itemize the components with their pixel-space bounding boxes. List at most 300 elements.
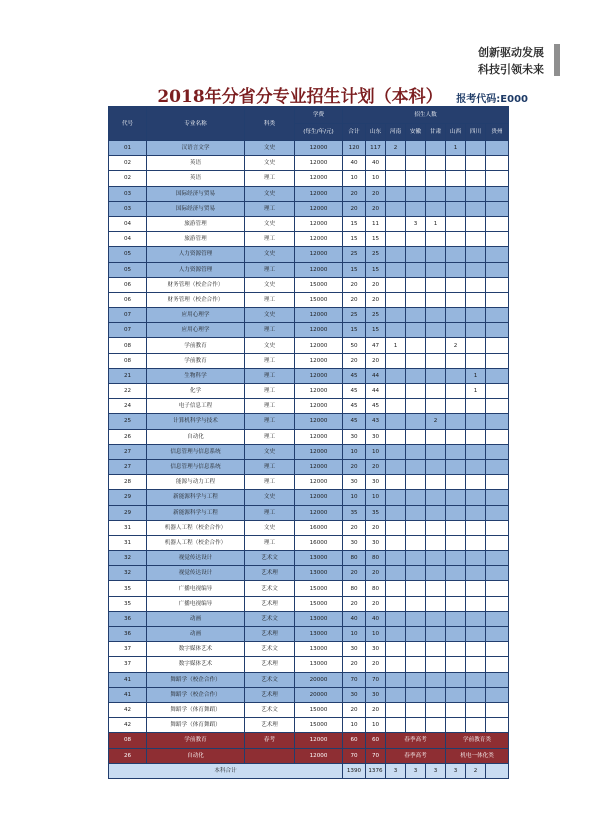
cell-count <box>466 308 486 323</box>
cell-count <box>486 247 509 262</box>
cell-count <box>406 672 426 687</box>
cell-major: 应用心理学 <box>147 323 245 338</box>
cell-count: 25 <box>343 308 366 323</box>
cell-count: 15 <box>343 232 366 247</box>
cell-count <box>426 384 446 399</box>
cell-count <box>426 247 446 262</box>
cell-count <box>426 657 446 672</box>
cell-count <box>406 718 426 733</box>
cell-major: 舞蹈学（校企合作） <box>147 687 245 702</box>
cell-count <box>446 414 466 429</box>
table-row <box>109 399 509 414</box>
cell-code: 31 <box>109 520 147 535</box>
header-category: 科类 <box>245 107 295 141</box>
cell-count <box>486 520 509 535</box>
cell-count: 20 <box>366 353 386 368</box>
cell-fee: 16000 <box>295 520 343 535</box>
cell-count <box>406 490 426 505</box>
cell-count <box>426 156 446 171</box>
cell-count: 2 <box>446 338 466 353</box>
cell-count <box>466 490 486 505</box>
table-row <box>109 216 509 231</box>
cell-count: 20 <box>366 201 386 216</box>
cell-count <box>486 611 509 626</box>
cell-count <box>446 642 466 657</box>
slogan-accent-bar <box>554 44 560 76</box>
cell-count: 20 <box>366 520 386 535</box>
cell-count <box>426 277 446 292</box>
cell-count <box>486 308 509 323</box>
cell-major: 国际经济与贸易 <box>147 186 245 201</box>
cell-count: 40 <box>343 611 366 626</box>
cell-count <box>406 232 426 247</box>
cell-count <box>486 368 509 383</box>
cell-count <box>386 596 406 611</box>
cell-count: 45 <box>366 399 386 414</box>
cell-fee: 12000 <box>295 748 343 763</box>
cell-count: 15 <box>366 262 386 277</box>
cell-count: 1 <box>386 338 406 353</box>
cell-category: 理工 <box>245 535 295 550</box>
cell-count <box>406 277 426 292</box>
cell-count <box>406 338 426 353</box>
totals-label: 本科合计 <box>109 763 343 778</box>
cell-count <box>446 429 466 444</box>
cell-code: 32 <box>109 551 147 566</box>
cell-count <box>466 429 486 444</box>
cell-count <box>466 141 486 156</box>
cell-count <box>486 718 509 733</box>
cell-count <box>486 551 509 566</box>
cell-count <box>426 186 446 201</box>
table-row <box>109 414 509 429</box>
cell-count <box>406 687 426 702</box>
cell-count: 20 <box>366 277 386 292</box>
cell-code: 31 <box>109 535 147 550</box>
cell-count <box>466 292 486 307</box>
cell-fee: 15000 <box>295 596 343 611</box>
cell-count: 50 <box>343 338 366 353</box>
cell-count <box>426 581 446 596</box>
cell-count: 45 <box>343 384 366 399</box>
cell-count <box>446 475 466 490</box>
cell-code: 05 <box>109 262 147 277</box>
cell-major: 财务管理（校企合作） <box>147 292 245 307</box>
cell-count: 20 <box>343 186 366 201</box>
cell-count <box>386 505 406 520</box>
cell-count <box>386 384 406 399</box>
cell-major: 舞蹈学（校企合作） <box>147 672 245 687</box>
cell-fee: 12000 <box>295 141 343 156</box>
cell-count <box>466 611 486 626</box>
table-row <box>109 505 509 520</box>
cell-fee: 13000 <box>295 642 343 657</box>
cell-count <box>466 551 486 566</box>
cell-category: 文史 <box>245 338 295 353</box>
cell-count <box>386 566 406 581</box>
cell-count <box>386 232 406 247</box>
cell-count <box>426 475 446 490</box>
cell-count: 40 <box>366 611 386 626</box>
cell-major: 应用心理学 <box>147 308 245 323</box>
cell-count <box>486 277 509 292</box>
cell-count: 45 <box>343 368 366 383</box>
cell-count <box>406 596 426 611</box>
application-code: 报考代码:E000 <box>456 94 528 105</box>
cell-count: 20 <box>343 596 366 611</box>
cell-count <box>446 687 466 702</box>
cell-count: 10 <box>343 490 366 505</box>
cell-count <box>446 718 466 733</box>
cell-count <box>446 201 466 216</box>
cell-count <box>446 323 466 338</box>
cell-fee: 12000 <box>295 156 343 171</box>
cell-count: 70 <box>366 672 386 687</box>
table-row <box>109 520 509 535</box>
cell-count: 30 <box>366 475 386 490</box>
cell-count <box>426 368 446 383</box>
cell-count <box>426 171 446 186</box>
cell-fee: 12000 <box>295 247 343 262</box>
cell-count: 10 <box>366 171 386 186</box>
cell-fee: 12000 <box>295 323 343 338</box>
cell-count <box>486 429 509 444</box>
cell-count <box>386 611 406 626</box>
cell-fee: 15000 <box>295 718 343 733</box>
cell-count: 44 <box>366 368 386 383</box>
table-row <box>109 308 509 323</box>
cell-count <box>466 414 486 429</box>
cell-count <box>446 566 466 581</box>
cell-count <box>406 535 426 550</box>
cell-total: 60 <box>343 733 366 748</box>
cell-major: 广播电视编导 <box>147 581 245 596</box>
cell-count: 20 <box>343 201 366 216</box>
cell-category: 文史 <box>245 490 295 505</box>
cell-count <box>406 414 426 429</box>
cell-count <box>386 581 406 596</box>
cell-count <box>406 657 426 672</box>
cell-count <box>466 596 486 611</box>
cell-count: 20 <box>343 353 366 368</box>
slogan <box>478 44 544 78</box>
cell-count: 45 <box>343 414 366 429</box>
cell-fee: 12000 <box>295 353 343 368</box>
cell-fee: 15000 <box>295 702 343 717</box>
cell-category: 理工 <box>245 201 295 216</box>
cell-count <box>426 323 446 338</box>
cell-count <box>386 551 406 566</box>
cell-count <box>426 141 446 156</box>
totals-row <box>109 763 509 778</box>
cell-fee: 12000 <box>295 490 343 505</box>
cell-count <box>466 247 486 262</box>
table-row <box>109 141 509 156</box>
table-row <box>109 733 509 748</box>
cell-count <box>466 566 486 581</box>
cell-code: 26 <box>109 429 147 444</box>
cell-count <box>446 368 466 383</box>
cell-major: 自动化 <box>147 429 245 444</box>
cell-count <box>446 581 466 596</box>
cell-count <box>486 216 509 231</box>
cell-code: 08 <box>109 733 147 748</box>
cell-count <box>466 459 486 474</box>
table-row <box>109 642 509 657</box>
cell-count <box>406 429 426 444</box>
cell-category: 文史 <box>245 277 295 292</box>
table-row <box>109 368 509 383</box>
cell-code: 06 <box>109 292 147 307</box>
cell-count <box>466 657 486 672</box>
cell-code: 22 <box>109 384 147 399</box>
cell-count <box>386 171 406 186</box>
cell-major: 人力资源管理 <box>147 262 245 277</box>
cell-category: 文史 <box>245 141 295 156</box>
cell-count <box>486 535 509 550</box>
cell-category: 文史 <box>245 186 295 201</box>
cell-category: 艺术文 <box>245 642 295 657</box>
cell-count: 3 <box>406 216 426 231</box>
cell-major: 机器人工程（校企合作） <box>147 520 245 535</box>
cell-note: 机电一体化类 <box>446 748 509 763</box>
cell-major: 视觉传达设计 <box>147 551 245 566</box>
cell-count <box>426 262 446 277</box>
cell-count: 20 <box>366 292 386 307</box>
cell-count <box>386 475 406 490</box>
cell-category: 文史 <box>245 216 295 231</box>
cell-count <box>406 520 426 535</box>
cell-count <box>406 201 426 216</box>
cell-count: 40 <box>343 156 366 171</box>
cell-count <box>386 672 406 687</box>
cell-count: 10 <box>366 444 386 459</box>
cell-count <box>406 353 426 368</box>
cell-fee: 12000 <box>295 414 343 429</box>
cell-count <box>426 520 446 535</box>
cell-count <box>446 459 466 474</box>
cell-count <box>486 657 509 672</box>
table-row <box>109 277 509 292</box>
cell-count: 20 <box>366 186 386 201</box>
cell-category: 艺术文 <box>245 551 295 566</box>
cell-count: 15 <box>343 216 366 231</box>
cell-fee: 12000 <box>295 429 343 444</box>
cell-count <box>386 353 406 368</box>
cell-code: 37 <box>109 642 147 657</box>
cell-category: 理工 <box>245 292 295 307</box>
cell-count <box>446 520 466 535</box>
cell-count <box>446 611 466 626</box>
cell-major: 电子信息工程 <box>147 399 245 414</box>
cell-category: 艺术理 <box>245 596 295 611</box>
table-row <box>109 353 509 368</box>
cell-count <box>446 292 466 307</box>
cell-count: 20 <box>366 657 386 672</box>
cell-major: 计算机科学与技术 <box>147 414 245 429</box>
cell-count: 10 <box>343 627 366 642</box>
cell-count <box>486 292 509 307</box>
cell-count <box>486 232 509 247</box>
cell-code: 05 <box>109 247 147 262</box>
table-row <box>109 702 509 717</box>
table-row <box>109 232 509 247</box>
cell-count <box>406 702 426 717</box>
cell-count: 80 <box>366 551 386 566</box>
cell-code: 03 <box>109 186 147 201</box>
cell-count <box>426 566 446 581</box>
table-row <box>109 338 509 353</box>
cell-count <box>466 627 486 642</box>
cell-category: 艺术理 <box>245 627 295 642</box>
cell-count: 1 <box>466 368 486 383</box>
cell-count: 30 <box>366 687 386 702</box>
cell-count <box>486 505 509 520</box>
cell-major: 旅游管理 <box>147 232 245 247</box>
cell-major: 学前教育 <box>147 338 245 353</box>
cell-count <box>466 505 486 520</box>
cell-count <box>426 718 446 733</box>
cell-count <box>466 156 486 171</box>
table-body <box>109 141 509 733</box>
cell-fee: 12000 <box>295 186 343 201</box>
cell-count <box>446 672 466 687</box>
cell-count <box>486 141 509 156</box>
cell-count: 30 <box>343 642 366 657</box>
cell-count: 15 <box>366 323 386 338</box>
cell-code: 01 <box>109 141 147 156</box>
cell-fee: 12000 <box>295 399 343 414</box>
cell-count <box>446 657 466 672</box>
cell-count: 117 <box>366 141 386 156</box>
cell-count <box>386 627 406 642</box>
cell-category: 理工 <box>245 262 295 277</box>
cell-fee: 15000 <box>295 292 343 307</box>
cell-major: 数字媒体艺术 <box>147 657 245 672</box>
cell-count <box>426 551 446 566</box>
cell-fee: 16000 <box>295 535 343 550</box>
table-row <box>109 566 509 581</box>
cell-count <box>406 186 426 201</box>
special-rows <box>109 733 509 779</box>
table-row <box>109 657 509 672</box>
cell-count <box>386 216 406 231</box>
cell-count: 2 <box>386 141 406 156</box>
cell-code: 26 <box>109 748 147 763</box>
header-province: 山东 <box>366 124 386 141</box>
cell-count <box>466 216 486 231</box>
cell-count: 20 <box>366 596 386 611</box>
cell-count <box>386 687 406 702</box>
cell-category <box>245 748 295 763</box>
cell-count <box>406 551 426 566</box>
cell-count <box>426 338 446 353</box>
cell-code: 06 <box>109 277 147 292</box>
cell-code: 32 <box>109 566 147 581</box>
cell-count: 10 <box>366 627 386 642</box>
header-province: 甘肃 <box>426 124 446 141</box>
cell-shandong: 60 <box>366 733 386 748</box>
cell-major: 动画 <box>147 611 245 626</box>
cell-count <box>466 232 486 247</box>
cell-count <box>486 414 509 429</box>
cell-count <box>446 156 466 171</box>
cell-count <box>386 444 406 459</box>
cell-code: 21 <box>109 368 147 383</box>
cell-count <box>446 627 466 642</box>
cell-count: 44 <box>366 384 386 399</box>
cell-count <box>426 459 446 474</box>
cell-count: 10 <box>366 718 386 733</box>
cell-count <box>426 353 446 368</box>
cell-count: 20 <box>343 277 366 292</box>
cell-fee: 13000 <box>295 627 343 642</box>
cell-count <box>426 490 446 505</box>
cell-major: 信息管理与信息系统 <box>147 444 245 459</box>
cell-code: 27 <box>109 459 147 474</box>
cell-category: 文史 <box>245 520 295 535</box>
cell-count <box>486 490 509 505</box>
cell-major: 视觉传达设计 <box>147 566 245 581</box>
cell-category: 艺术文 <box>245 581 295 596</box>
cell-count: 15 <box>343 262 366 277</box>
cell-count: 30 <box>343 475 366 490</box>
table-row <box>109 611 509 626</box>
cell-count: 10 <box>343 718 366 733</box>
cell-fee: 15000 <box>295 581 343 596</box>
cell-code: 04 <box>109 216 147 231</box>
cell-fee: 12000 <box>295 733 343 748</box>
cell-code: 08 <box>109 353 147 368</box>
cell-category: 文史 <box>245 247 295 262</box>
cell-note: 春季高考 <box>386 733 446 748</box>
cell-count <box>426 702 446 717</box>
cell-count <box>486 596 509 611</box>
cell-count <box>446 171 466 186</box>
cell-count: 20 <box>343 459 366 474</box>
slogan-line-1: 创新驱动发展 <box>478 46 544 59</box>
cell-count: 20 <box>343 292 366 307</box>
table-row <box>109 551 509 566</box>
cell-count <box>466 444 486 459</box>
cell-count <box>486 642 509 657</box>
cell-count <box>426 444 446 459</box>
cell-count <box>446 247 466 262</box>
cell-category: 理工 <box>245 323 295 338</box>
table-row <box>109 627 509 642</box>
cell-major: 人力资源管理 <box>147 247 245 262</box>
cell-count: 20 <box>366 566 386 581</box>
cell-count <box>386 323 406 338</box>
cell-category: 理工 <box>245 399 295 414</box>
cell-code: 41 <box>109 687 147 702</box>
cell-count: 30 <box>366 535 386 550</box>
cell-count: 1390 <box>343 763 366 778</box>
cell-count: 47 <box>366 338 386 353</box>
cell-category: 文史 <box>245 156 295 171</box>
table-row <box>109 262 509 277</box>
cell-major: 自动化 <box>147 748 245 763</box>
header-province: 山西 <box>446 124 466 141</box>
table-row <box>109 444 509 459</box>
cell-category: 艺术理 <box>245 657 295 672</box>
table-row <box>109 171 509 186</box>
cell-fee: 13000 <box>295 611 343 626</box>
cell-count: 40 <box>366 156 386 171</box>
table-row <box>109 156 509 171</box>
table-row <box>109 247 509 262</box>
cell-count: 1 <box>466 384 486 399</box>
